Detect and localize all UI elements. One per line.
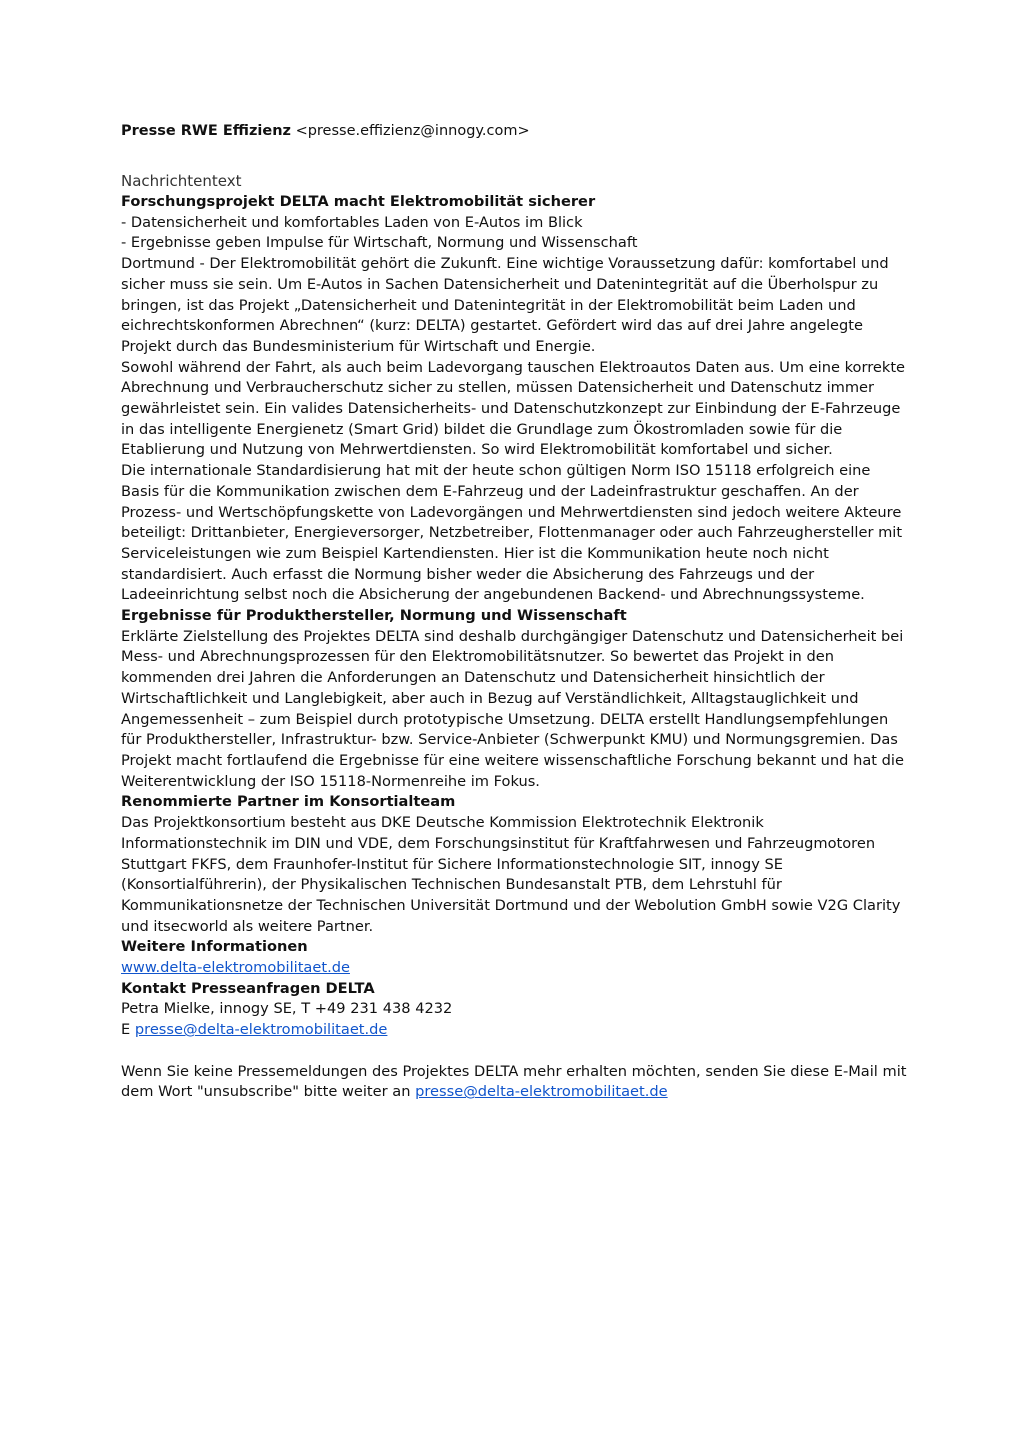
sender-line <box>121 123 530 139</box>
heading-results: Ergebnisse für Produkthersteller, Normung und Wissenschaft <box>121 607 627 625</box>
section-label: Nachrichtentext <box>121 172 242 190</box>
footer-email-link[interactable]: presse@delta-elektromobilitaet.de <box>415 1083 668 1101</box>
bullet-item: - Datensicherheit und komfortables Laden von E-Autos im Blick <box>121 213 583 231</box>
paragraph-data-exchange: Sowohl während der Fahrt, als auch beim Ladevorgang tauschen Elektroautos Daten aus. Um eine korrekte Abrechnung und Verbraucherschutz sicher zu stellen, müssen Datensicherheit und Datenschutz immer gewährleistet sein. Ein valides Datensicherheits- und Datenschutzkonzept zur Einbindung der E-Fahrzeuge in das intelligente Energienetz (Smart Grid) bildet die Grundlage zum Ökostromladen sowie für die Etablierung und Nutzung von Mehrwertdiensten. So wird Elektromobilität komfortabel und sicher. <box>121 358 906 459</box>
paragraph-results: Erklärte Zielstellung des Projektes DELTA sind deshalb durchgängiger Datenschutz und Datensicherheit bei Mess- und Abrechnungsprozessen für den Elektromobilitätsnutzer. So bewertet das Projekt in den kommenden drei Jahren die Anforderungen an Datenschutz und Datensicherheit hinsichtlich der Wirtschaftlichkeit und Langlebigkeit, aber auch in Bezug auf Verständlichkeit, Alltagstauglichkeit und Angemessenheit – zum Beispiel durch prototypische Umsetzung. DELTA erstellt Handlungsempfehlungen für Produkthersteller, Infrastruktur- bzw. Service-Anbieter (Schwerpunkt KMU) und Normungsgremien. Das Projekt macht fortlaufend die Ergebnisse für eine weitere wissenschaftliche Forschung bekannt und hat die Weiterentwicklung der ISO 15118-Normenreihe im Fokus. <box>121 627 904 790</box>
spacer <box>121 1041 911 1062</box>
heading-contact: Kontakt Presseanfragen DELTA <box>121 979 375 997</box>
info-link-row <box>121 958 911 979</box>
bullet-item: - Ergebnisse geben Impulse für Wirtschaft, Normung und Wissenschaft <box>121 234 638 252</box>
message-body <box>121 192 911 1103</box>
paragraph-intro: Dortmund - Der Elektromobilität gehört die Zukunft. Eine wichtige Voraussetzung dafür: komfortabel und sicher muss sie sein. Um E-Autos in Sachen Datensicherheit und Datenintegrität auf die Überholspur zu bringen, ist das Projekt „Datensicherheit und Datenintegrität in der Elektromobilität beim Laden und eichrechtskonformen Abrechnen“ (kurz: DELTA) gestartet. Gefördert wird das auf drei Jahre angelegte Projekt durch das Bundesministerium für Wirtschaft und Energie. <box>121 255 889 355</box>
sender-name: Presse RWE Effizienz <box>121 123 291 139</box>
footer-unsubscribe <box>121 1062 911 1103</box>
footer-text: Wenn Sie keine Pressemeldungen des Projektes DELTA mehr erhalten möchten, senden Sie diese E-Mail mit dem Wort "unsubscribe" bitte weiter an <box>121 1062 907 1101</box>
info-website-link[interactable]: www.delta-elektromobilitaet.de <box>121 959 350 977</box>
contact-email-prefix: E <box>121 1021 135 1039</box>
sender-email: <presse.effizienz@innogy.com> <box>295 123 530 139</box>
heading-partners: Renommierte Partner im Konsortialteam <box>121 793 456 811</box>
contact-email-row <box>121 1020 911 1041</box>
message-title: Forschungsprojekt DELTA macht Elektromobilität sicherer <box>121 193 596 210</box>
contact-email-link[interactable]: presse@delta-elektromobilitaet.de <box>134 1021 388 1039</box>
contact-line: Petra Mielke, innogy SE, T +49 231 438 4232 <box>121 1000 453 1018</box>
paragraph-partners: Das Projektkonsortium besteht aus DKE Deutsche Kommission Elektrotechnik Elektronik Informationstechnik im DIN und VDE, dem Forschungsinstitut für Kraftfahrwesen und Fahrzeugmotoren Stuttgart FKFS, dem Fraunhofer-Institut für Sichere Informationstechnologie SIT, innogy SE (Konsortialführerin), der Physikalischen Technischen Bundesanstalt PTB, dem Lehrstuhl für Kommunikationsnetze der Technischen Universität Dortmund und der Webolution GmbH sowie V2G Clarity und itsecworld als weitere Partner. <box>121 814 901 935</box>
paragraph-standardisation: Die internationale Standardisierung hat mit der heute schon gültigen Norm ISO 15118 erfolgreich eine Basis für die Kommunikation zwischen dem E-Fahrzeug und der Ladeinfrastruktur geschaffen. An der Prozess- und Wertschöpfungskette von Ladevorgängen und Mehrwertdiensten sind jedoch weitere Akteure beteiligt: Drittanbieter, Energieversorger, Netzbetreiber, Flottenmanager oder auch Fahrzeughersteller mit Serviceleistungen wie zum Beispiel Kartendiensten. Hier ist die Kommunikation heute noch nicht standardisiert. Auch erfasst die Normung bisher weder die Absicherung des Fahrzeugs und der Ladeeinrichtung selbst noch die Absicherung der angebundenen Backend- und Abrechnungssysteme. <box>121 462 903 604</box>
heading-more-info: Weitere Informationen <box>121 938 308 956</box>
